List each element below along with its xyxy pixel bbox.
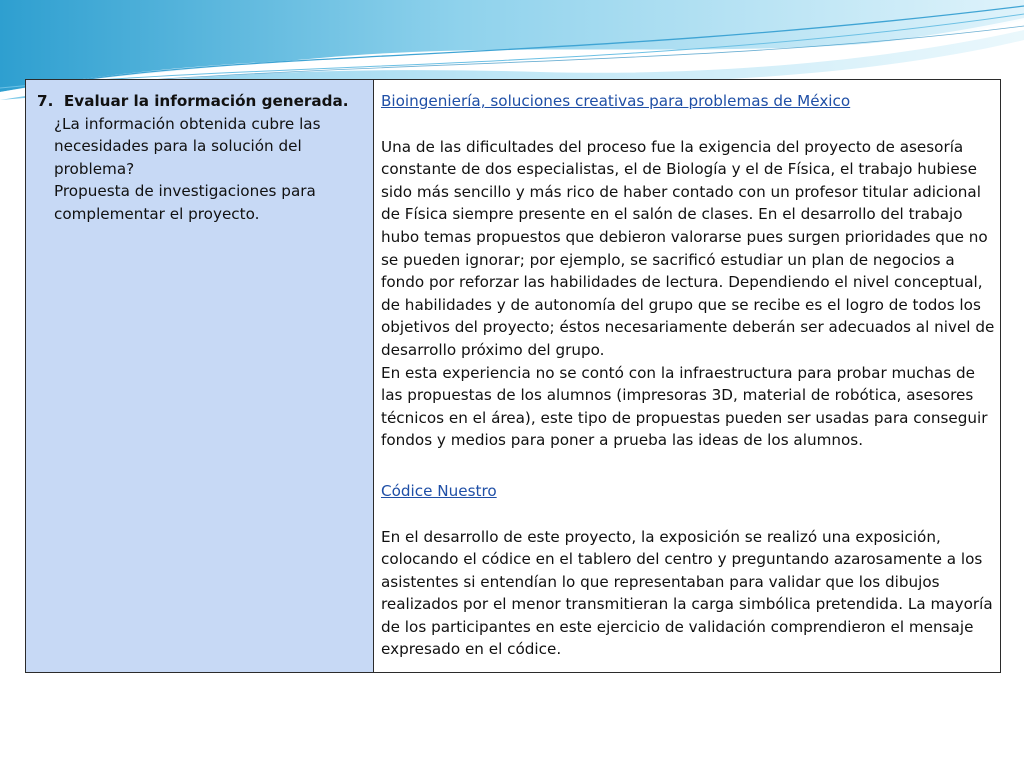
project2-paragraph-1: En el desarrollo de este proyecto, la exposición se realizó una exposición, colocando el códice en el tablero del centro y preguntando azarosamente a los asistentes si entendían lo que representaban para validar que los dibujos realizados por el menor transmitieran la carga simbólica pretendida. La mayoría de los participantes en este ejercicio de validación comprendieron el mensaje expresado en el códice. (381, 527, 993, 659)
criteria-cell (26, 80, 374, 673)
project-link-codice-nuestro[interactable]: Códice Nuestro (381, 481, 497, 500)
step-description (36, 113, 363, 226)
step-heading (36, 90, 363, 113)
step-proposal: Propuesta de investigaciones para complementar el proyecto. (54, 182, 316, 223)
project1-paragraph-2: En esta experiencia no se contó con la infraestructura para probar muchas de las propuestas de los alumnos (impresoras 3D, material de robótica, asesores técnicos en el área), este tipo de propuestas pueden ser usadas para conseguir fondos y medios para poner a prueba las ideas de los alumnos. (381, 363, 988, 450)
project1-paragraph-1: Una de las dificultades del proceso fue la exigencia del proyecto de asesoría constante de dos especialistas, el de Biología y el de Física, el trabajo hubiese sido más sencillo y más rico de haber contado con un profesor titular adicional de Física siempre presente en el salón de clases. En el desarrollo del trabajo hubo temas propuestos que debieron valorarse pues surgen prioridades que no se pueden ignorar; por ejemplo, se sacrificó estudiar un plan de negocios a fondo por reforzar las habilidades de lectura. Dependiendo el nivel conceptual, de habilidades y de autonomía del grupo que se recibe es el logro de todos los objetivos del proyecto; éstos necesariamente deberán ser adecuados al nivel de desarrollo próximo del grupo. (381, 137, 995, 359)
table-row (26, 80, 1001, 673)
project-link-bioingenieria[interactable]: Bioingeniería, soluciones creativas para problemas de México (381, 92, 851, 110)
projects-cell (374, 80, 1001, 673)
step-title: Evaluar la información generada. (63, 92, 349, 110)
evaluation-table (25, 79, 1001, 673)
step-number: 7. (37, 92, 54, 110)
step-question: ¿La información obtenida cubre las necesidades para la solución del problema? (54, 114, 321, 178)
